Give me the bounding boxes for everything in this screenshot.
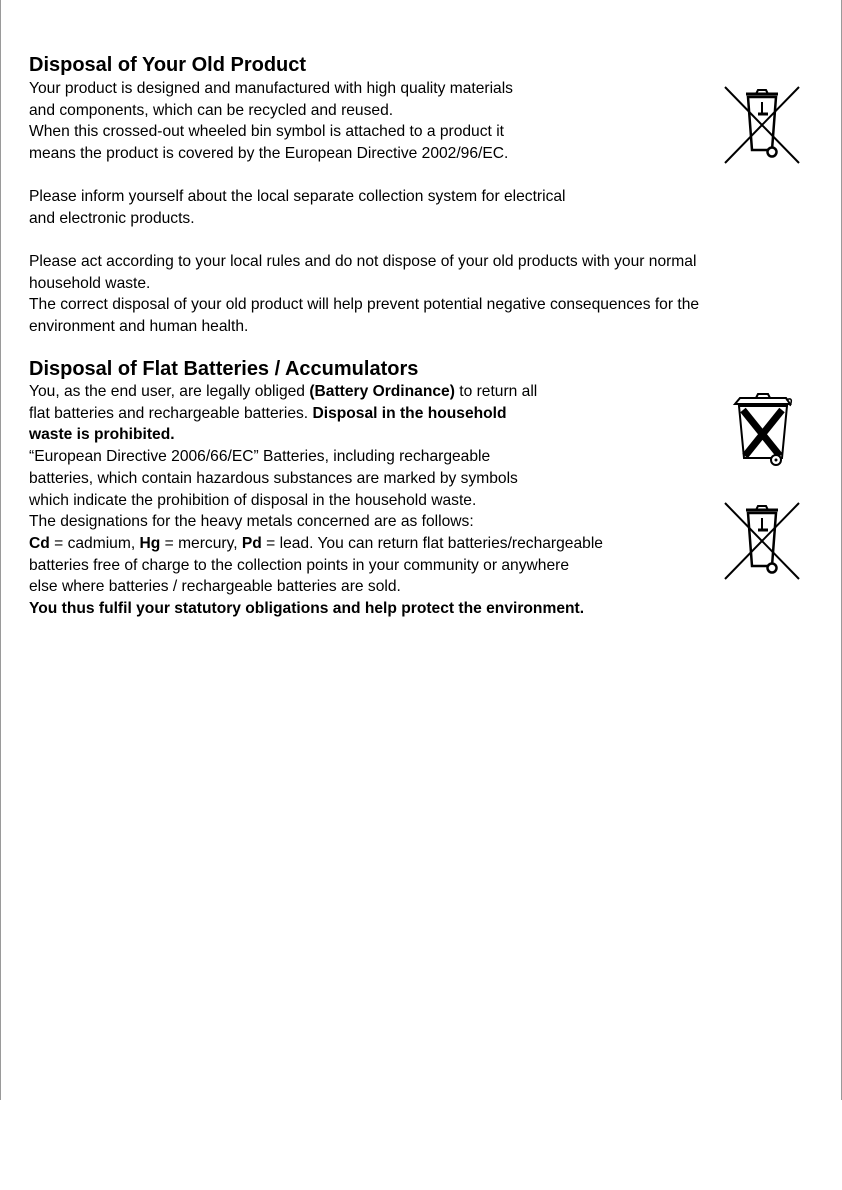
crossed-out-wheeled-bin-icon — [722, 84, 802, 166]
section-heading-old-product: Disposal of Your Old Product — [29, 54, 307, 76]
paragraph-product-recycling — [29, 78, 513, 165]
text-line: batteries free of charge to the collection points in your community or anywhere — [29, 556, 569, 574]
text-line: waste is prohibited. — [29, 426, 175, 444]
paragraph-local-rules — [29, 251, 699, 338]
text-run-bold: (Battery Ordinance) — [309, 383, 455, 400]
text-run: You, as the end user, are legally obliged — [29, 383, 310, 400]
text-run: = cadmium, — [49, 534, 140, 552]
text-line: means the product is covered by the European Directive 2002/96/EC. — [29, 145, 509, 163]
text-run-bold: Disposal in the household — [312, 404, 507, 422]
text-line: The designations for the heavy metals concerned are as follows: — [29, 513, 474, 531]
text-line: household waste. — [29, 274, 151, 292]
text-line: Please act according to your local rules and do not dispose of your old products with your normal — [29, 253, 697, 270]
text-run-bold: Pd — [241, 534, 262, 552]
text-line: Your product is designed and manufactured with high quality materials — [29, 80, 513, 97]
paragraph-battery-disposal — [29, 381, 603, 620]
text-line: “European Directive 2006/66/EC” Batteries, including rechargeable — [29, 448, 491, 466]
text-line — [29, 381, 603, 403]
text-run: to return all — [454, 383, 538, 400]
page-border-left — [0, 0, 1, 1100]
text-line: Please inform yourself about the local separate collection system for electrical — [29, 188, 566, 205]
text-line — [29, 403, 603, 425]
text-run-bold: Cd — [29, 534, 50, 552]
text-line: else where batteries / rechargeable batteries are sold. — [29, 578, 401, 596]
text-line: You thus fulfil your statutory obligations and help protect the environment. — [29, 600, 585, 618]
text-run: = lead. You can return flat batteries/rechargeable — [261, 534, 603, 552]
crossed-out-wheeled-bin-icon — [722, 500, 802, 582]
section-heading-batteries: Disposal of Flat Batteries / Accumulators — [29, 358, 419, 380]
text-run: flat batteries and rechargeable batteries. — [29, 404, 313, 422]
text-line: When this crossed-out wheeled bin symbol is attached to a product it — [29, 123, 504, 141]
text-run: = mercury, — [160, 534, 242, 552]
crossed-out-battery-bin-icon — [732, 392, 794, 468]
text-line: and components, which can be recycled and reused. — [29, 101, 394, 119]
paragraph-collection-system — [29, 186, 566, 229]
text-run-bold: Hg — [139, 534, 161, 552]
text-line: The correct disposal of your old product will help prevent potential negative consequences for the — [29, 296, 700, 314]
text-line: environment and human health. — [29, 318, 249, 336]
text-line: batteries, which contain hazardous substances are marked by symbols — [29, 469, 518, 487]
text-line: which indicate the prohibition of disposal in the household waste. — [29, 491, 477, 509]
text-line: and electronic products. — [29, 209, 195, 227]
text-line — [29, 533, 603, 555]
